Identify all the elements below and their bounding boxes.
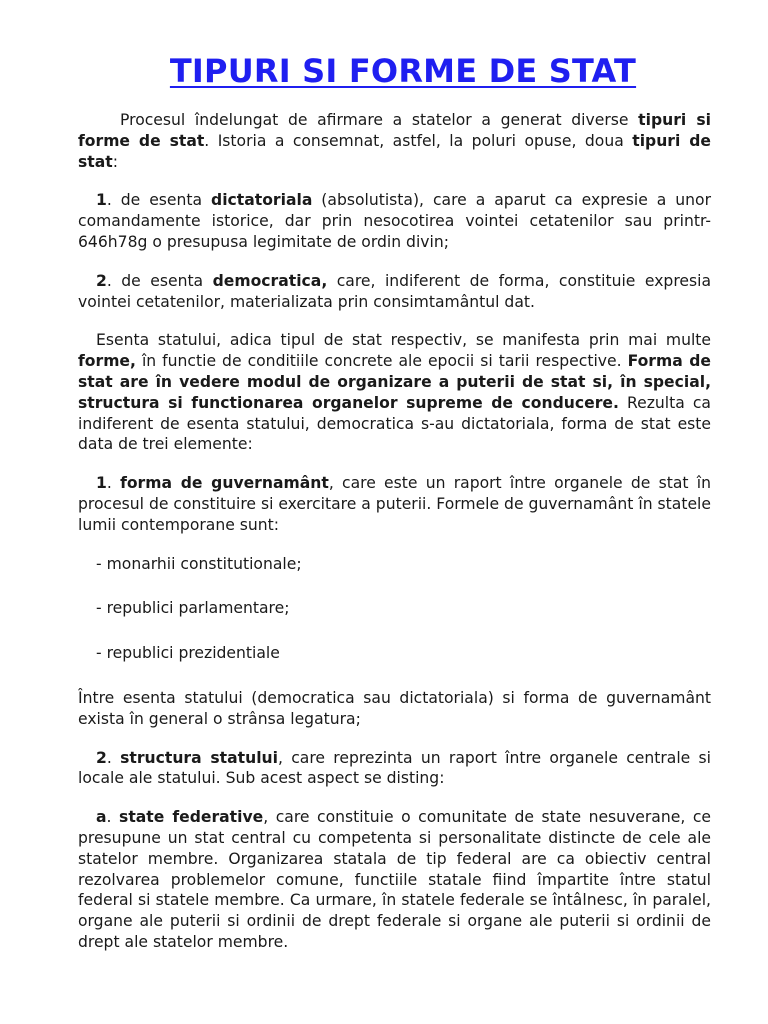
text-run: . de esenta — [106, 191, 212, 210]
bold-term: state federative — [119, 808, 264, 827]
bold-term: forme, — [78, 352, 136, 371]
item-number: 1 — [96, 191, 107, 210]
paragraph-federative — [78, 807, 711, 953]
text-run: . — [106, 748, 121, 767]
item-number: 1 — [96, 474, 107, 493]
text-run: , care constituie o comunitate de state nesuverane, ce presupune un stat central cu competenta si personalitate distincte de cele ale statelor membre. Organizarea statala de tip federal are ca obiectiv central rezolvarea problemelor comune, functiile statale fiind împartite între statul federal si statele membre. Ca urmare, în statele federale se întâlnesc, în paralel, organe ale puterii si ordinii de drept federale si organe ale puterii si ordinii de drept ale statelor membre. — [78, 808, 712, 951]
list-item: - republici parlamentare; — [96, 599, 290, 618]
text-run: . — [106, 808, 120, 827]
item-number: 2 — [96, 271, 107, 290]
paragraph-structura — [78, 748, 711, 790]
paragraph-dictatoriala — [78, 190, 711, 252]
text-run: Rezulta ca indiferent de esenta statului, democratica s-au dictatoriala, forma de stat este data de trei elemente: — [78, 393, 711, 454]
item-number: a — [96, 808, 107, 827]
text-run: . Istoria a consemnat, astfel, la poluri opuse, doua — [204, 131, 633, 150]
bold-term: tipuri si forme de stat — [78, 111, 712, 150]
list-item: - monarhii constitutionale; — [96, 554, 302, 573]
document-body — [78, 110, 711, 971]
bold-term: forma de guvernamânt — [120, 474, 329, 493]
document-title: TIPURI SI FORME DE STAT — [169, 52, 637, 90]
text-run: . de esenta — [106, 271, 213, 290]
paragraph-intro — [78, 110, 711, 172]
text-run: , care reprezinta un raport între organele centrale si locale ale statului. Sub acest aspect se disting: — [78, 748, 711, 788]
text-run: . — [106, 474, 121, 493]
text-run: Procesul îndelungat de afirmare a statelor a generat diverse — [120, 111, 639, 129]
text-run: : — [112, 152, 118, 171]
list-item: - republici prezidentiale — [96, 644, 280, 663]
bold-term: dictatoriala — [211, 191, 313, 210]
text-run: (absolutista), care a aparut ca expresie a unor comandamente istorice, dar prin nesocotirea vointei cetatenilor sau printr- 646h78g o presupusa legimitate de ordin divin; — [78, 191, 711, 251]
text-run: în functie de conditiile concrete ale epocii si tarii respective. — [135, 352, 628, 371]
text-run: care, indiferent de forma, constituie expresia vointei cetatenilor, materializata prin consimtamântul dat. — [78, 271, 711, 311]
bold-term: democratica, — [212, 271, 328, 290]
paragraph-forme — [78, 330, 711, 455]
paragraph-legatura: Între esenta statului (democratica sau dictatoriala) si forma de guvernamânt exista în general o strânsa legatura; — [78, 688, 711, 728]
paragraph-guvernamant — [78, 473, 711, 535]
item-number: 2 — [96, 748, 107, 767]
text-run: , care este un raport între organele de stat în procesul de constituire si exercitare a puterii. Formele de guvernamânt în statele lumii contemporane sunt: — [78, 474, 711, 534]
text-run: Esenta statului, adica tipul de stat respectiv, se manifesta prin mai multe — [96, 331, 711, 350]
paragraph-democratica — [78, 271, 711, 313]
bold-term: tipuri de stat — [78, 131, 711, 171]
bold-term: structura statului — [120, 748, 278, 767]
bold-term: Forma de stat are în vedere modul de organizare a puterii de stat si, în special, structura si functionarea organelor supreme de conducere. — [78, 352, 711, 412]
